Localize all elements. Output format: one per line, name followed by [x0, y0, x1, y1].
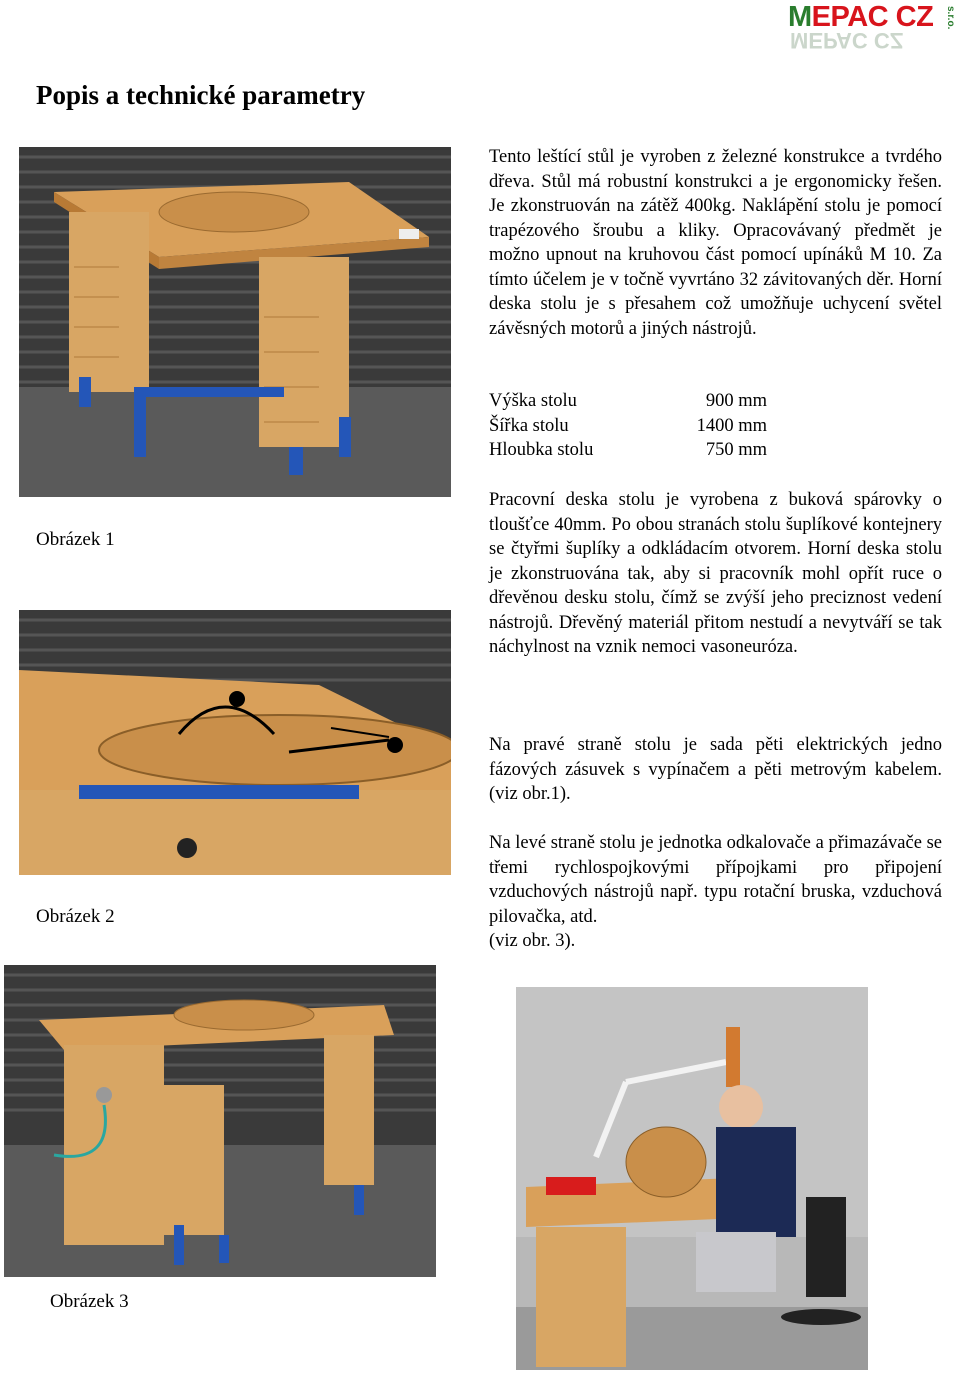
photo-worker-at-table: [516, 987, 868, 1370]
paragraph-air-unit-ref: (viz obr. 3).: [489, 931, 576, 951]
page-title: Popis a technické parametry: [36, 80, 366, 110]
caption-2: Obrázek 2: [36, 906, 115, 927]
paragraph-construction: Tento leštící stůl je vyroben z železné konstrukce a tvrdého dřeva. Stůl má robustní konstrukci a je ergonomicky řešen. Je zkonstruován na zátěž 400kg. Naklápění stolu je pomocí trapézového šroubu a kliky. Opracovávaný předmět je možno upnout na kruhovou část pomocí upínáků M 10. Za tímto účelem je v točně vyvrtáno 32 závitovaných děr. Horní deska stolu je s přesahem což umožňuje uchycení světel závěsných motorů a jiných nástrojů.: [489, 147, 942, 339]
caption-3: Obrázek 3: [50, 1291, 129, 1312]
spec-table: [489, 389, 789, 463]
company-logo: [788, 2, 956, 54]
logo-suffix: s.r.o.: [945, 6, 956, 30]
paragraph-air-unit: [489, 831, 942, 954]
paragraph-air-unit-text: Na levé straně stolu je jednotka odkalovače a přimazávače se třemi rychlospojkovými přípojkami pro připojení vzduchových nástrojů např. typu rotační bruska, vzduchová pilovačka, atd.: [489, 833, 942, 927]
caption-1: Obrázek 1: [36, 529, 115, 550]
spec-label: Šířka stolu: [489, 415, 569, 436]
photo-table-front: [19, 147, 451, 497]
spec-label: Hloubka stolu: [489, 440, 594, 460]
logo-wordmark: MEPAC CZ: [788, 1, 934, 33]
spec-label: Výška stolu: [489, 391, 577, 411]
logo-reflection: MEPAC CZ: [790, 28, 904, 53]
spec-value: 900 mm: [705, 391, 767, 411]
paragraph-sockets: Na pravé straně stolu je sada pěti elektrických jedno fázových zásuvek s vypínačem a pěti metrovým kabelem. (viz obr.1).: [489, 735, 942, 804]
spec-row-width: [489, 414, 789, 439]
spec-row-height: [489, 389, 789, 414]
photo-turntable-detail: [19, 610, 451, 875]
spec-value: 1400 mm: [696, 415, 767, 436]
spec-row-depth: [489, 438, 789, 463]
spec-value: 750 mm: [705, 440, 767, 460]
paragraph-worktop: Pracovní deska stolu je vyrobena z buková spárovky o tloušťce 40mm. Po obou stranách stolu šuplíkové kontejnery se čtyřmi šuplíky a odkládacím otvorem. Horní deska stolu je zkonstruována tak, aby si pracovník mohl opřít ruce o dřevěnou desku stolu, čímž se zvýší jeho preciznost vedení nástrojů. Dřevěný materiál přitom nestudí a nevytváří se tak náchylnost na vznik nemoci vasoneuróza.: [489, 490, 942, 657]
photo-table-left-side: [4, 965, 436, 1277]
